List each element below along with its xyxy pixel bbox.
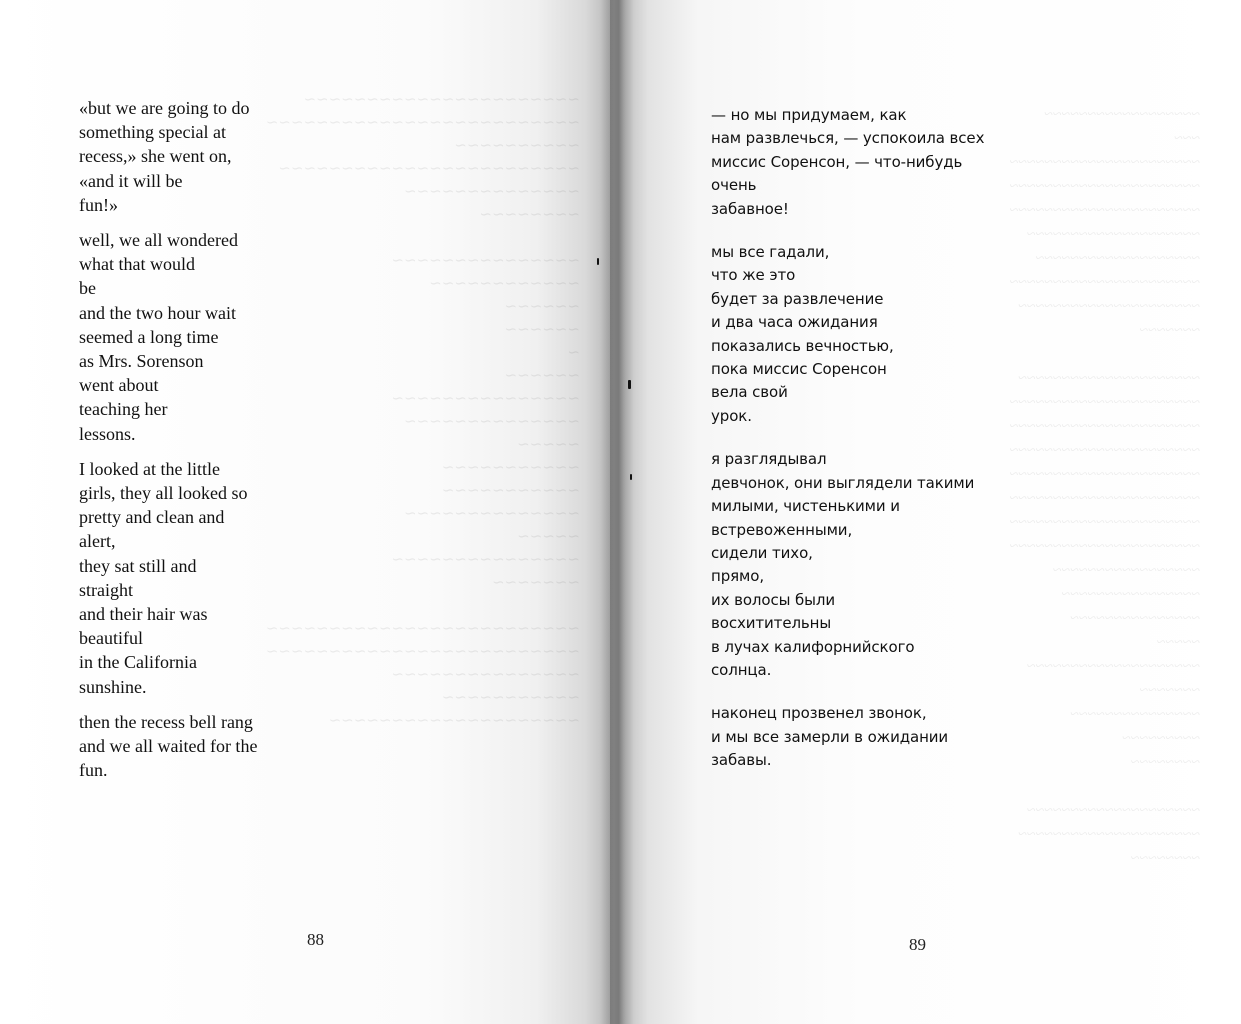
text-line: миссис Соренсон, — что-нибудь [711,152,963,171]
text-line: нам развлечься, — успокоила всех [711,129,985,148]
russian-poem-text [711,104,1011,773]
text-line: teaching her [79,399,168,420]
text-line: something special at [79,122,226,143]
book-gutter [600,0,634,1024]
text-line: солнца. [711,660,772,679]
text-line: alert, [79,531,116,552]
text-line: recess,» she went on, [79,146,232,167]
text-line: девчонок, они выглядели такими [711,473,975,492]
text-line: they sat still and [79,555,197,576]
text-line: милыми, чистенькими и [711,497,900,516]
text-line: вела свой [711,383,788,402]
text-line: girls, they all looked so [79,483,248,504]
text-line: fun!» [79,194,118,215]
text-line: fun. [79,760,108,781]
text-line: sunshine. [79,676,147,697]
stanza [711,702,1011,772]
text-line: lessons. [79,423,136,444]
text-line: очень [711,176,757,195]
text-line: я разглядывал [711,450,827,469]
text-line: went about [79,375,159,396]
text-line: pretty and clean and [79,507,225,528]
page-number-left: 88 [307,930,324,949]
text-line: and the two hour wait [79,302,236,323]
text-line: be [79,278,96,299]
stanza [79,96,309,217]
stanza [79,228,309,446]
text-line: урок. [711,406,752,425]
page-number-right: 89 [909,935,926,954]
text-line: «but we are going to do [79,98,250,118]
text-line: what that would [79,254,195,275]
print-speck [630,474,632,480]
text-line: and their hair was [79,604,208,625]
stanza [711,104,1011,221]
stanza [711,241,1011,428]
text-line: мы все гадали, [711,243,830,262]
text-line: в лучах калифорнийского [711,637,915,656]
print-speck [628,380,631,389]
text-line: забавы. [711,751,772,770]
print-speck [597,258,599,265]
text-line: — но мы придумаем, как [711,106,907,124]
text-line: наконец прозвенел звонок, [711,704,927,723]
text-line: I looked at the little [79,458,220,479]
text-line: well, we all wondered [79,230,238,251]
text-line: as Mrs. Sorenson [79,351,204,372]
text-line: and we all waited for the [79,736,258,757]
text-line: забавное! [711,199,789,218]
show-through-right: ~~~~~~~~~~~~~~~~~~ ~~~ ~~~~~~~~~~~~~~~~~~~~~~ ~~~~~~~~~~~~~~~~~~~~~~ ~~~~~~~~~~~~~~~~~~~~~~ ~~~~~~~~~~~~~~~~~~~~ ~~~~~~~~~~~~~~~~~~~ ~~~~~~~~~~~~~~~~~~~~~~ ~~~~~~~~~~~~~~~~~~~~~ ~~~~~~~ ~~~~~~~~~~~~~~~~~~~~~ ~~~~~~~~~~~~~~~~~~~~~~ ~~~~~~~~~~~~~~~~~~~~~~ ~~~~~~~~~~~~~~~~~~~~~~ ~~~~~~~~~~~~~~~~~~~~~~ ~~~~~~~~~~~~~~~~~~~~~~ ~~~~~~~~~~~~~~~~~~~~~~ ~~~~~~~~~~~~~~~~~~~~~~ ~~~~~~~~~~~~~~~~~ ~~~~~~~~~~~~~~~~ ~~~~~~~~~~~~~~~ ~~~~~ ~~~~~~~~~~~~~~~~~~~~ ~~~~~~~ ~~~~~~~~~~~~~~~ ~~~~~~~~~ ~~~~~~~~ ~~~~~~~~~~~~~~~~~~~~ ~~~~~~~~~~~~~~~~~~~~~ ~~~~~~~~ [1009,106,1200,867]
text-line: straight [79,579,133,600]
show-through-left: ~~~~~~~~~~~~~~~~~~~~~~ ~~~~~~~~~~~~~~~~~~~~~~~~~ ~~~~~~~~~~ ~~~~~~~~~~~~~~~~~~~~~~~~ ~~~~~~~~~~~~~~ ~~~~~~~~ ~~~~~~~~~~~~~~~ ~~~~~~~~~~~~ ~~~~~~ ~~~~~~ ~ ~~~~~~ ~~~~~~~~~~~~~~~ ~~~~~~~~~~~~~~ ~~~~~ ~~~~~~~~~~~ ~~~~~~~~~~~ ~~~~~~~~~~~~~~ ~~~~~ ~~~~~~~~~~~~~~~ ~~~~~~~ ~~~~~~~~~~~~~~~~~~~~~~~~~ ~~~~~~~~~~~~~~~~~~~~~~~~~ ~~~~~~~~~~~~~~~ ~~~~~~~~~~~ ~~~~~~~~~~~~~~~~~~~~ [265,90,580,729]
text-line: сидели тихо, [711,543,813,562]
text-line: восхитительны [711,614,832,633]
stanza [79,457,309,699]
text-line: их волосы были [711,590,836,609]
text-line: будет за развлечение [711,289,884,308]
text-line: beautiful [79,628,143,649]
text-line: встревоженными, [711,520,853,539]
text-line: показались вечностью, [711,336,894,355]
stanza [711,448,1011,682]
text-line: прямо, [711,567,765,586]
text-line: then the recess bell rang [79,711,253,732]
text-line: in the California [79,652,197,673]
text-line: что же это [711,266,796,285]
text-line: пока миссис Соренсон [711,360,887,379]
text-line: «and it will be [79,170,183,191]
text-line: и два часа ожидания [711,313,878,332]
text-line: seemed a long time [79,326,219,347]
stanza [79,710,309,783]
english-poem-text [79,96,309,782]
text-line: и мы все замерли в ожидании [711,727,949,746]
